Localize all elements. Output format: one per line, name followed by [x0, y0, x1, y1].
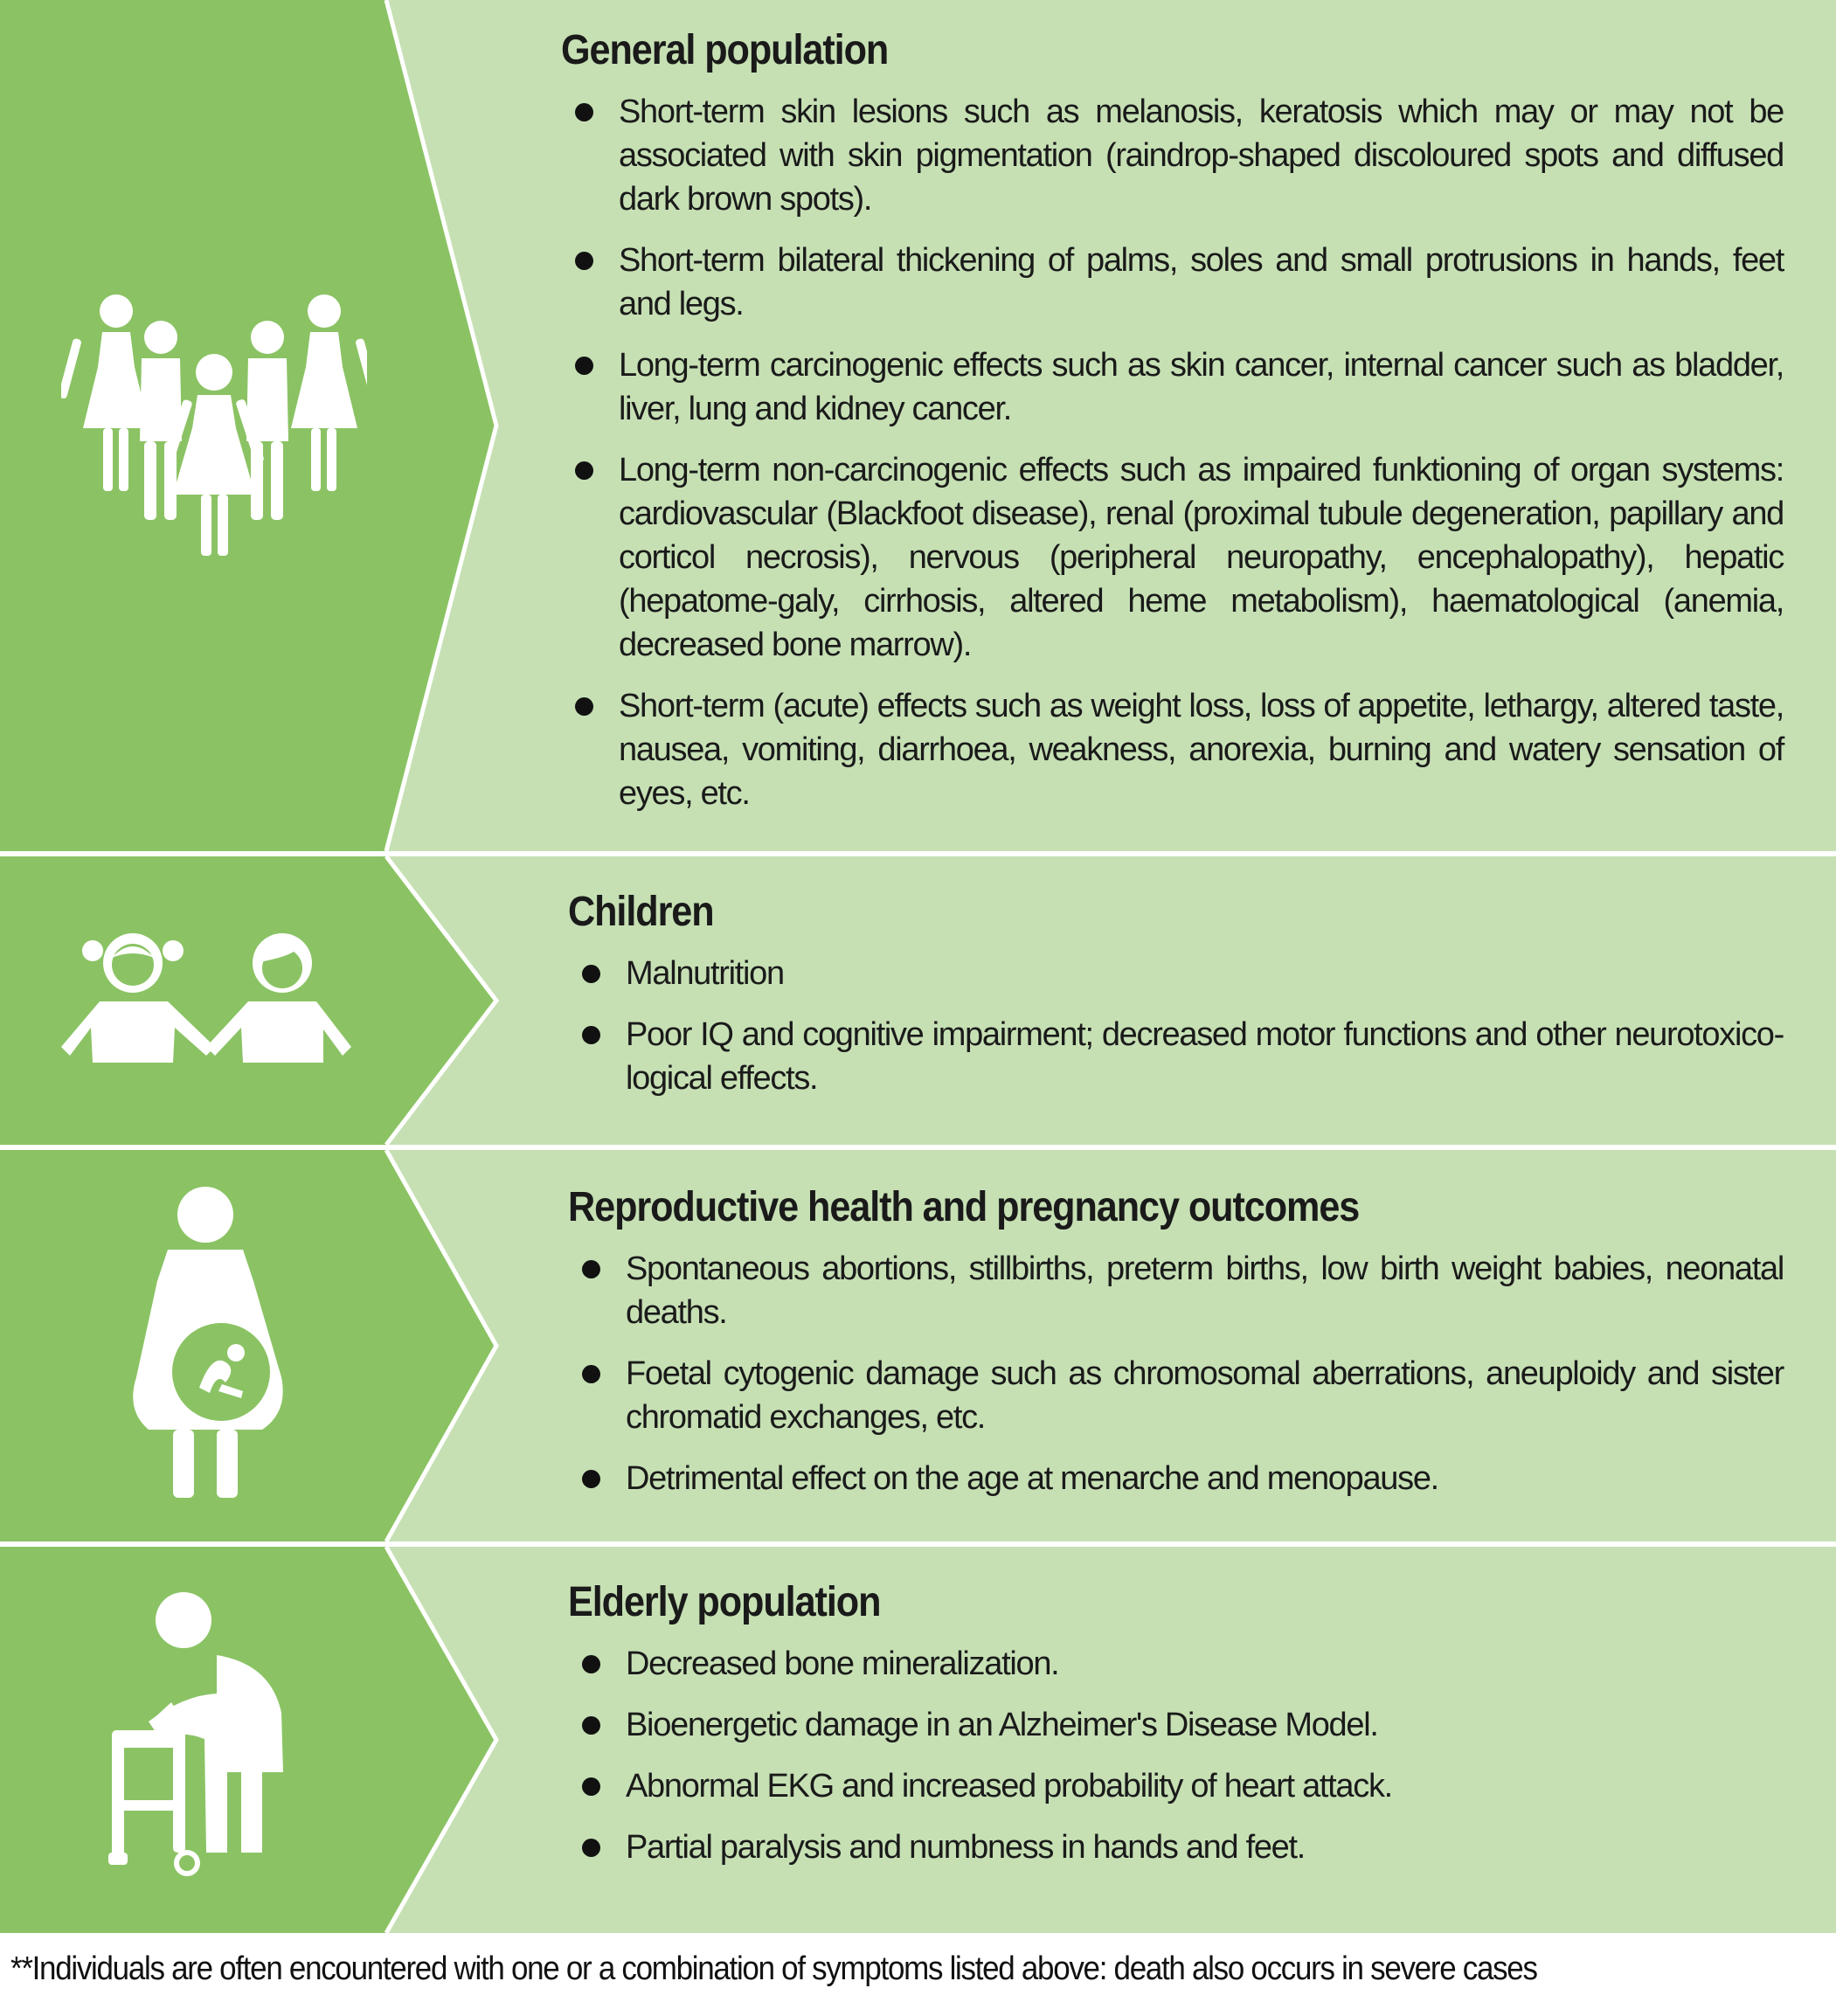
bullet-icon — [582, 1260, 600, 1278]
bullet-list — [568, 952, 1784, 1100]
bullet-list — [561, 90, 1784, 815]
bullet-icon — [582, 1777, 600, 1796]
list-item: Short-term (acute) effects such as weight loss, loss of appetite, lethargy, altered taste, nausea, vomiting, diarrhoea, weakness, anorexia, burning and watery sensation of eyes, etc. — [561, 684, 1784, 815]
bullet-icon — [575, 252, 593, 270]
bullet-icon — [582, 1839, 600, 1857]
bullet-icon — [582, 1026, 600, 1044]
section-title: Elderly population — [568, 1579, 881, 1625]
bullet-icon — [575, 103, 593, 121]
bullet-icon — [582, 1655, 600, 1673]
section-content — [568, 1183, 1784, 1518]
list-item: Decreased bone mineralization. — [568, 1642, 1784, 1686]
bullet-icon — [582, 965, 600, 983]
section-content — [561, 26, 1784, 833]
list-item: Malnutrition — [568, 952, 1784, 995]
bullet-icon — [575, 697, 593, 716]
bullet-list — [568, 1642, 1784, 1869]
section-title: General population — [561, 27, 889, 73]
list-item: Long-term carcinogenic effects such as skin cancer, internal cancer such as bladder, liver, lung and kidney cancer. — [561, 343, 1784, 431]
list-item: Foetal cytogenic damage such as chromosomal aberrations, aneuploidy and sister chromatid exchanges, etc. — [568, 1352, 1784, 1439]
list-item: Poor IQ and cognitive impairment; decreased motor functions and other neurotoxico-logical effects. — [568, 1013, 1784, 1100]
bullet-icon — [582, 1716, 600, 1735]
pregnant-woman-icon — [131, 1185, 288, 1500]
bullet-icon — [575, 461, 593, 480]
list-item: Abnormal EKG and increased probability of heart attack. — [568, 1764, 1784, 1808]
list-item: Detrimental effect on the age at menarche and menopause. — [568, 1457, 1784, 1500]
elderly-walker-icon — [96, 1590, 306, 1879]
section-elderly-population — [0, 1547, 1836, 1933]
section-general-population — [0, 0, 1836, 851]
bullet-icon — [575, 357, 593, 375]
section-content — [568, 888, 1784, 1118]
bullet-icon — [582, 1470, 600, 1488]
bullet-icon — [582, 1365, 600, 1383]
list-item: Spontaneous abortions, stillbirths, preterm births, low birth weight babies, neonatal deaths. — [568, 1247, 1784, 1334]
section-title: Reproductive health and pregnancy outcomes — [568, 1184, 1360, 1230]
list-item: Partial paralysis and numbness in hands and feet. — [568, 1825, 1784, 1869]
section-title: Children — [568, 889, 714, 935]
list-item: Bioenergetic damage in an Alzheimer's Disease Model. — [568, 1703, 1784, 1747]
list-item: Short-term bilateral thickening of palms, soles and small protrusions in hands, feet and legs. — [561, 239, 1784, 326]
list-item: Long-term non-carcinogenic effects such as impaired funktioning of organ systems: cardiovascular (Blackfoot disease), renal (proximal tubule degeneration, papillary and corticol necrosis), nervous (peripheral neuropathy, encephalopathy), hepatic (hepatome-galy, cirrhosis, altered heme metabolism), haematological (anemia, decreased bone marrow). — [561, 448, 1784, 667]
children-icon — [61, 926, 358, 1066]
family-group-icon — [61, 288, 367, 559]
section-reproductive-health — [0, 1150, 1836, 1541]
bullet-list — [568, 1247, 1784, 1500]
list-item: Short-term skin lesions such as melanosis, keratosis which may or may not be associated with skin pigmentation (raindrop-shaped discoloured spots and diffused dark brown spots). — [561, 90, 1784, 221]
section-children — [0, 856, 1836, 1145]
section-content — [568, 1578, 1784, 1887]
footnote: **Individuals are often encountered with one or a combination of symptoms listed above: death also occurs in severe cases — [10, 1950, 1537, 1987]
